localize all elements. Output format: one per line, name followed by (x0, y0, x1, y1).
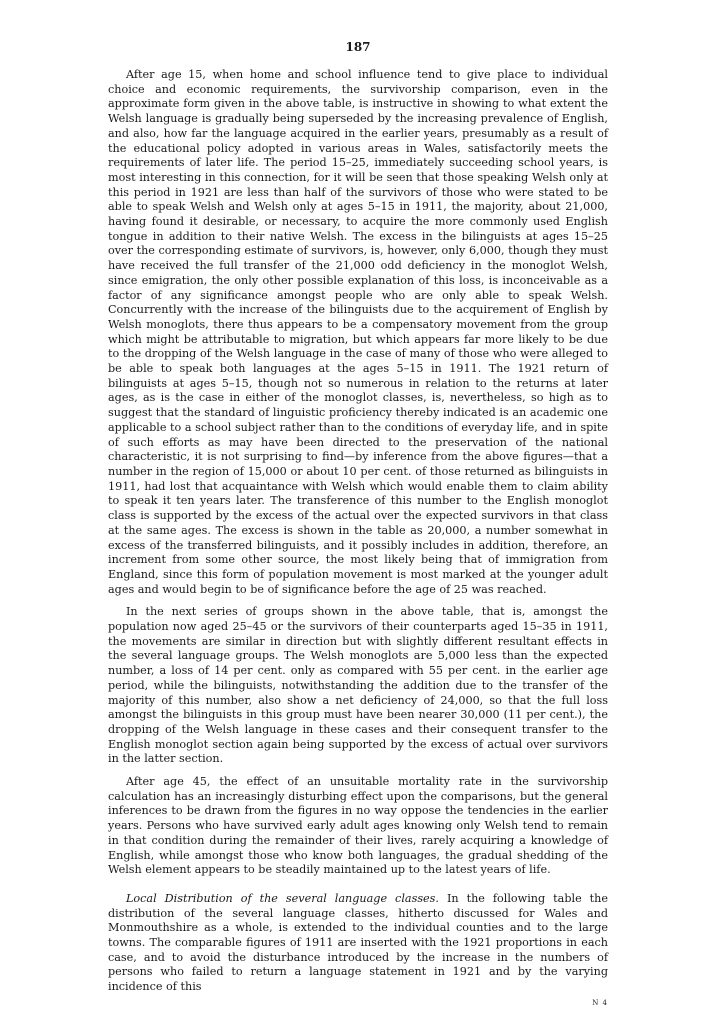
signature-mark: N 4 (592, 998, 608, 1007)
paragraph-age-45: After age 45, the effect of an unsuitable mortality rate in the survivorship calculation has an increasingly disturbing effect upon the comparisons, but the general inferences to be drawn from the figures in no way oppose the tendencies in the earlier years. Persons who have survived early adult ages knowing only Welsh tend to remain in that condition during the remainder of their lives, rarely acquiring a knowledge of English, while amongst those who know both languages, the gradual shedding of the Welsh element appears to be steadily maintained up to the latest years of life. (108, 775, 608, 877)
paragraph-local-distribution (108, 892, 608, 995)
page-number: 187 (345, 40, 371, 54)
paragraph-age-15: After age 15, when home and school influence tend to give place to individual choice and economic requirements, the survivorship comparison, even in the approximate form given in the above table, is instructive in showing to what extent the Welsh language is gradually being superseded by the increasing prevalence of English, and also, how far the language acquired in the earlier years, presumably as a result of the educational policy adopted in various areas in Wales, satisfactorily meets the requirements of later life. The period 15–25, immediately succeeding school years, is most interesting in this connection, for it will be seen that those speaking Welsh only at this period in 1921 are less than half of the survivors of those who were stated to be able to speak Welsh and Welsh only at ages 5–15 in 1911, the majority, about 21,000, having found it desirable, or necessary, to acquire the more commonly used English tongue in addition to their native Welsh. The excess in the bilinguists at ages 15–25 over the corresponding estimate of survivors, is, however, only 6,000, though they must have received the full transfer of the 21,000 odd deficiency in the monoglot Welsh, since emigration, the only other possible explanation of this loss, is inconceivable as a factor of any significance amongst people who are only able to speak Welsh. Concurrently with the increase of the bilinguists due to the acquirement of English by Welsh monoglots, there thus appears to be a compensatory movement from the group which might be attributable to migration, but which appears far more likely to be due to the dropping of the Welsh language in the case of many of those who were alleged to be able to speak both languages at the ages 5–15 in 1911. The 1921 return of bilinguists at ages 5–15, though not so numerous in relation to the returns at later ages, as is the case in either of the monoglot classes, is, nevertheless, so high as to suggest that the standard of linguistic proficiency thereby indicated is an academic one applicable to a school subject rather than to the conditions of everyday life, and in spite of such efforts as may have been directed to the preservation of the national characteristic, it is not surprising to find—by inference from the above figures—that a number in the region of 15,000 or about 10 per cent. of those returned as bilinguists in 1911, had lost that acquaintance with Welsh which would enable them to claim ability to speak it ten years later. The transference of this number to the English monoglot class is supported by the excess of the actual over the expected survivors in that class at the same ages. The excess is shown in the table as 20,000, a number somewhat in excess of the transferred bilinguists, and it possibly includes in addition, therefore, an increment from some other source, the most likely being that of immigration from England, since this form of population movement is most marked at the younger adult ages and would begin to be of significance before the age of 25 was reached. (108, 68, 608, 596)
section-text-local-distribution: In the following table the distribution of the several language classes, hitherto discussed for Wales and Monmouthshire as a whole, is extended to the individual counties and to the large towns. The comparable figures of 1911 are inserted with the 1921 proportions in each case, and to avoid the disturbance introduced by the increase in the numbers of persons who failed to return a language statement in 1921 and by the varying incidence of this (108, 891, 608, 994)
section-heading-local-distribution: Local Distribution of the several language classes. (126, 891, 439, 905)
document-page (108, 40, 608, 1008)
paragraph-age-25-45: In the next series of groups shown in the above table, that is, amongst the population now aged 25–45 or the survivors of their counterparts aged 15–35 in 1911, the movements are similar in direction but with slightly different resultant effects in the several language groups. The Welsh monoglots are 5,000 less than the expected number, a loss of 14 per cent. only as compared with 55 per cent. in the earlier age period, while the bilinguists, notwithstanding the addition due to the transfer of the majority of this number, also show a net deficiency of 24,000, so that the full loss amongst the bilinguists in this group must have been nearer 30,000 (11 per cent.), the dropping of the Welsh language in these cases and their consequent transfer to the English monoglot section again being supported by the excess of actual over survivors in the latter section. (108, 605, 608, 766)
